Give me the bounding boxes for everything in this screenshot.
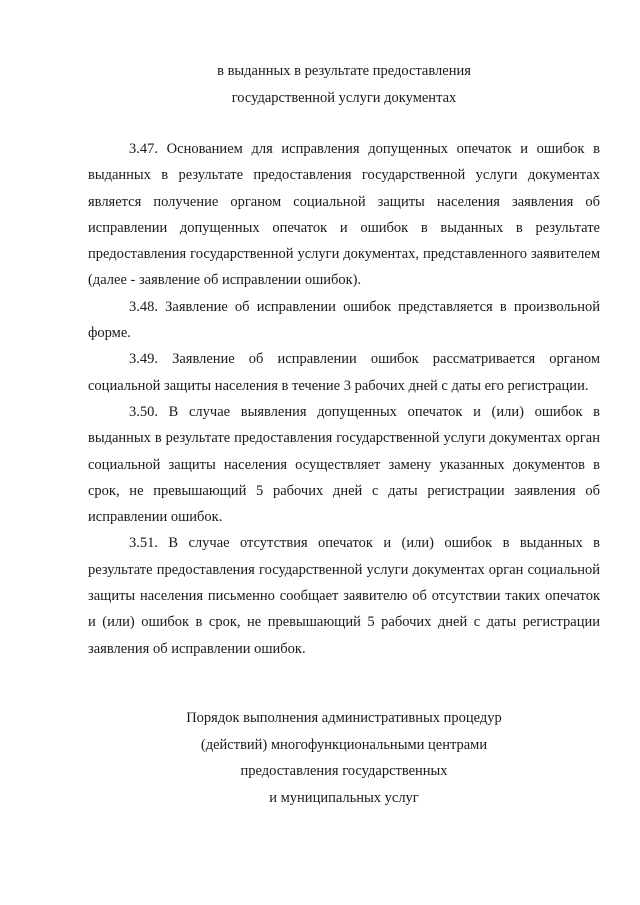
paragraph-3-49: 3.49. Заявление об исправлении ошибок рассматривается органом социальной защиты населения в течение 3 рабочих дней с даты его регистрации. [88, 351, 600, 394]
paragraph-3-47: 3.47. Основанием для исправления допущенных опечаток и ошибок в выданных в результате предоставления государственной услуги документах является получение органом социальной защиты населения заявления об исправлении допущенных опечаток и ошибок в выданных в результате предоставления государственной услуги документах, представленного заявителем (далее - заявление об исправлении ошибок). [88, 141, 600, 289]
paragraph-3-48: 3.48. Заявление об исправлении ошибок представляется в произвольной форме. [88, 298, 600, 342]
heading-line: (действий) многофункциональными центрами [200, 736, 488, 753]
paragraph-3-50: 3.50. В случае выявления допущенных опечаток и (или) ошибок в выданных в результате предоставления государственной услуги документах орган социальной защиты населения осуществляет замену указанных документов в срок, не превышающий 5 рабочих дней с даты регистрации заявления об исправлении ошибок. [88, 403, 600, 526]
heading-line: и муниципальных услуг [269, 789, 419, 806]
section-heading-top [88, 58, 600, 111]
heading-line: государственной услуги документах [231, 89, 457, 106]
document-body [88, 136, 600, 662]
section-heading-bottom [88, 705, 600, 811]
heading-line: в выданных в результате предоставления [217, 63, 471, 79]
paragraph-3-51: 3.51. В случае отсутствия опечаток и (или) ошибок в выданных в результате предоставления государственной услуги документах орган социальной защиты населения письменно сообщает заявителю об отсутствии таких опечаток и (или) ошибок в срок, не превышающий 5 рабочих дней с даты регистрации заявления об исправлении ошибок. [88, 535, 600, 657]
heading-line: Порядок выполнения административных процедур [186, 710, 502, 726]
heading-line: предоставления государственных [240, 763, 448, 779]
